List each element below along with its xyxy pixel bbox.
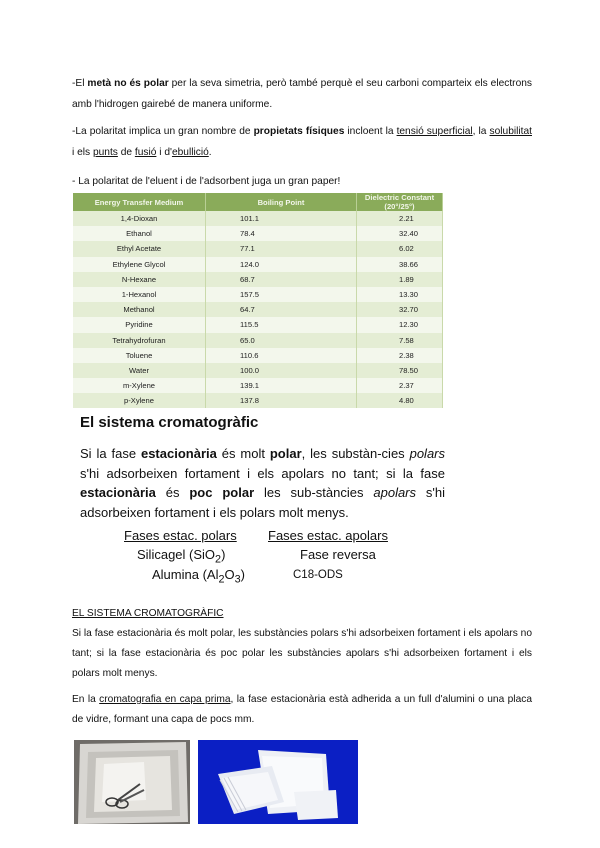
- table-header-row: [73, 193, 443, 211]
- cell-medium: Ethylene Glycol: [73, 257, 206, 272]
- cell-dielectric: 6.02: [357, 241, 443, 256]
- table-row: [73, 317, 443, 332]
- table-row: [73, 211, 443, 226]
- table-row: [73, 333, 443, 348]
- cell-medium: Ethyl Acetate: [73, 241, 206, 256]
- cell-medium: Ethanol: [73, 226, 206, 241]
- cell-boiling-point: 139.1: [206, 378, 357, 393]
- tlc-paragraph: En la cromatografia en capa prima, la fase estacionària està adherida a un full d'alumini o una placa de vidre, formant una capa de pocs mm.: [72, 694, 532, 725]
- cell-dielectric: 32.70: [357, 302, 443, 317]
- table-row: [73, 348, 443, 363]
- cell-medium: Toluene: [73, 348, 206, 363]
- tlc-chamber-photo: [74, 740, 190, 824]
- cell-dielectric: 32.40: [357, 226, 443, 241]
- table-row: [73, 287, 443, 302]
- table-row: [73, 302, 443, 317]
- apolar-phases-heading: Fases estac. apolars: [268, 528, 388, 543]
- cell-medium: 1-Hexanol: [73, 287, 206, 302]
- cell-boiling-point: 68.7: [206, 272, 357, 287]
- table-row: [73, 363, 443, 378]
- cell-dielectric: 12.30: [357, 317, 443, 332]
- slide-title: El sistema cromatogràfic: [80, 414, 259, 431]
- tlc-plates-photo: [198, 740, 358, 824]
- cell-medium: Pyridine: [73, 317, 206, 332]
- cell-boiling-point: 124.0: [206, 257, 357, 272]
- cell-medium: Water: [73, 363, 206, 378]
- cell-boiling-point: 110.6: [206, 348, 357, 363]
- cell-boiling-point: 101.1: [206, 211, 357, 226]
- c18-item: C18-ODS: [293, 569, 343, 581]
- cell-medium: N-Hexane: [73, 272, 206, 287]
- cell-dielectric: 2.38: [357, 348, 443, 363]
- cell-medium: Tetrahydrofuran: [73, 333, 206, 348]
- cell-dielectric: 7.58: [357, 333, 443, 348]
- cell-medium: m-Xylene: [73, 378, 206, 393]
- column-header-medium: Energy Transfer Medium: [73, 193, 206, 211]
- link-melting[interactable]: fusió: [134, 147, 157, 158]
- cell-dielectric: 4.80: [357, 393, 443, 408]
- cell-boiling-point: 137.8: [206, 393, 357, 408]
- reverse-phase-item: Fase reversa: [300, 547, 376, 562]
- cell-boiling-point: 77.1: [206, 241, 357, 256]
- cell-boiling-point: 115.5: [206, 317, 357, 332]
- column-header-boiling: Boiling Point: [206, 193, 357, 211]
- cell-dielectric: 38.66: [357, 257, 443, 272]
- table-row: [73, 393, 443, 408]
- table-row: [73, 272, 443, 287]
- cell-dielectric: 78.50: [357, 363, 443, 378]
- table-row: [73, 226, 443, 241]
- table-row: [73, 257, 443, 272]
- cell-dielectric: 1.89: [357, 272, 443, 287]
- paragraph-methane: -El metà no és polar per la seva simetria, però també perquè el seu carboni comparteix els electrons amb l'hidrogen gairebé de manera uniforme.: [72, 78, 532, 110]
- silicagel-item: Silicagel (SiO$_2$): [137, 547, 226, 566]
- cell-medium: 1,4-Dioxan: [73, 211, 206, 226]
- link-solubility[interactable]: solubilitat: [489, 126, 532, 137]
- table-row: [73, 378, 443, 393]
- column-header-dielectric: Dielectric Constant (20°/25°): [357, 193, 443, 211]
- alumina-item: Alumina $(Al_2O_3)$: [152, 567, 245, 586]
- cell-dielectric: 2.37: [357, 378, 443, 393]
- solvent-table: [73, 193, 443, 408]
- cell-boiling-point: 157.5: [206, 287, 357, 302]
- link-tlc[interactable]: cromatografia en capa prima: [99, 694, 231, 705]
- paragraph-eluent: - La polaritat de l'eluent i de l'adsorbent juga un gran paper!: [72, 176, 341, 187]
- link-surface-tension[interactable]: tensió superficial: [396, 126, 473, 137]
- cell-dielectric: 2.21: [357, 211, 443, 226]
- section-heading: EL SISTEMA CROMATOGRÀFIC: [72, 608, 224, 619]
- cell-medium: p-Xylene: [73, 393, 206, 408]
- tlc-plates-illustration: [198, 740, 358, 824]
- cell-medium: Methanol: [73, 302, 206, 317]
- polar-phases-heading: Fases estac. polars: [124, 528, 237, 543]
- tlc-chamber-illustration: [74, 740, 190, 824]
- cell-boiling-point: 78.4: [206, 226, 357, 241]
- cell-boiling-point: 100.0: [206, 363, 357, 378]
- cell-dielectric: 13.30: [357, 287, 443, 302]
- table-row: [73, 241, 443, 256]
- link-points[interactable]: punts: [92, 147, 118, 158]
- link-boiling[interactable]: ebullició: [171, 147, 209, 158]
- slide-body: Si la fase estacionària és molt polar, les substàn-cies polars s'hi adsorbeixen fortament i els apolars no tant; si la fase estacionària és poc polar les sub-stàncies apolars s'hi adsorbeixen fortament i els polars molt menys.: [80, 446, 446, 520]
- paragraph-polarity-properties: -La polaritat implica un gran nombre de propietats físiques incloent la tensió superficial, la solubilitat i els punts de fusió i d'ebullició.: [72, 126, 532, 158]
- cell-boiling-point: 65.0: [206, 333, 357, 348]
- cell-boiling-point: 64.7: [206, 302, 357, 317]
- section-paragraph: Si la fase estacionària és molt polar, les substàncies polars s'hi adsorbeixen fortament i els apolars no tant; si la fase estacionària és poc polar les substàncies apolars s'hi adsorbeixen fortament i els polars molt menys.: [72, 628, 532, 679]
